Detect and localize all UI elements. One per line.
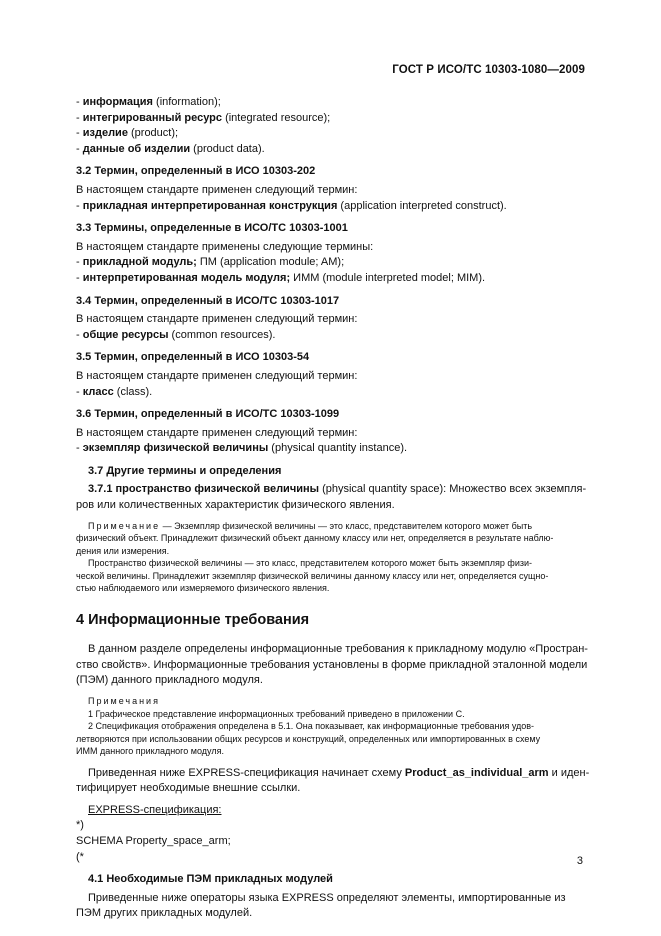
section-intro: В настоящем стандарте применен следующий термин: <box>76 313 358 326</box>
paragraph-line: Приведенная ниже EXPRESS-спецификация начинает схему Product_as_individual_arm и иден- <box>88 766 590 779</box>
section-heading-3-4: 3.4 Термин, определенный в ИСО/ТС 10303-1017 <box>76 294 340 307</box>
code-line: *) <box>76 819 84 832</box>
list-item: - интегрированный ресурс (integrated resource); <box>76 111 331 124</box>
list-item: - информация (information); <box>76 96 221 108</box>
paragraph-line: (ПЭМ) данного прикладного модуля. <box>76 674 263 687</box>
note-line: Примечание — Экземпляр физической величины — это класс, представителем которого может быть <box>88 520 533 531</box>
list-item: - общие ресурсы (common resources). <box>76 328 276 341</box>
page-header: ГОСТ Р ИСО/ТС 10303-1080—2009 <box>392 64 585 76</box>
section-heading-3-5: 3.5 Термин, определенный в ИСО 10303-54 <box>76 351 310 364</box>
express-label: EXPRESS-спецификация: <box>88 803 222 816</box>
note-line: 1 Графическое представление информационных требований приведено в приложении С. <box>88 708 465 719</box>
definition-3-7-1: 3.7.1 пространство физической величины (physical quantity space): Множество всех экземпля- <box>88 483 587 496</box>
note-line: физический объект. Принадлежит физический объект данному классу или нет, определяется в результате наблю- <box>76 533 554 544</box>
section-intro: В настоящем стандарте применены следующие термины: <box>76 240 374 253</box>
section-heading-3-2: 3.2 Термин, определенный в ИСО 10303-202 <box>76 165 316 178</box>
page-content <box>76 95 590 922</box>
definition-continuation: ров или количественных характеристик физического явления. <box>76 499 395 512</box>
note-line: ИММ данного прикладного модуля. <box>76 746 224 757</box>
section-heading-3-7: 3.7 Другие термины и определения <box>88 464 282 477</box>
list-item: - данные об изделии (product data). <box>76 142 265 155</box>
paragraph-line: ство свойств». Информационные требования установлены в форме прикладной эталонной модели <box>76 658 588 671</box>
section-heading-3-6: 3.6 Термин, определенный в ИСО/ТС 10303-1099 <box>76 408 340 421</box>
page-number: 3 <box>576 855 583 867</box>
section-intro: В настоящем стандарте применен следующий термин: <box>76 426 358 439</box>
list-item: - класс (class). <box>76 385 153 398</box>
list-item: - экземпляр физической величины (physical quantity instance). <box>76 442 408 455</box>
section-heading-4-1: 4.1 Необходимые ПЭМ прикладных модулей <box>88 873 333 886</box>
note-line: 2 Спецификация отображения определена в 5.1. Она показывает, как информационные требования удов- <box>88 721 535 732</box>
list-item: - прикладной модуль; ПМ (application module; AM); <box>76 256 345 269</box>
note-line: ческой величины. Принадлежит экземпляр физической величины данному классу или нет, определяется сущно- <box>76 570 549 581</box>
section-intro: В настоящем стандарте применен следующий термин: <box>76 183 358 196</box>
code-line: SCHEMA Property_space_arm; <box>76 834 231 847</box>
paragraph-line: ПЭМ других прикладных модулей. <box>76 907 253 920</box>
paragraph-line: тифицирует необходимые внешние ссылки. <box>76 782 301 795</box>
note-line: летворяются при использовании общих ресурсов и конструкций, определенных или импортированных в схему <box>76 733 541 744</box>
paragraph-line: В данном разделе определены информационные требования к прикладному модулю «Простран- <box>88 643 588 656</box>
code-line: (* <box>76 850 84 863</box>
list-item: - изделие (product); <box>76 127 179 140</box>
note-line: Пространство физической величины — это класс, представителем которого может быть экземпляр физи- <box>88 558 533 569</box>
paragraph-line: Приведенные ниже операторы языка EXPRESS определяют элементы, импортированные из <box>88 891 566 904</box>
notes-label: Примечания <box>88 696 160 707</box>
section-heading-3-3: 3.3 Термины, определенные в ИСО/ТС 10303-1001 <box>76 222 348 235</box>
list-item: - прикладная интерпретированная конструкция (application interpreted construct). <box>76 199 507 212</box>
note-line: дения или измерения. <box>76 545 170 556</box>
section-heading-4: 4 Информационные требования <box>76 611 310 628</box>
note-line: стью наблюдаемого или измеряемого физического явления. <box>76 583 330 594</box>
section-intro: В настоящем стандарте применен следующий термин: <box>76 369 358 382</box>
list-item: - интерпретированная модель модуля; ИММ (module interpreted model; MIM). <box>76 271 486 284</box>
